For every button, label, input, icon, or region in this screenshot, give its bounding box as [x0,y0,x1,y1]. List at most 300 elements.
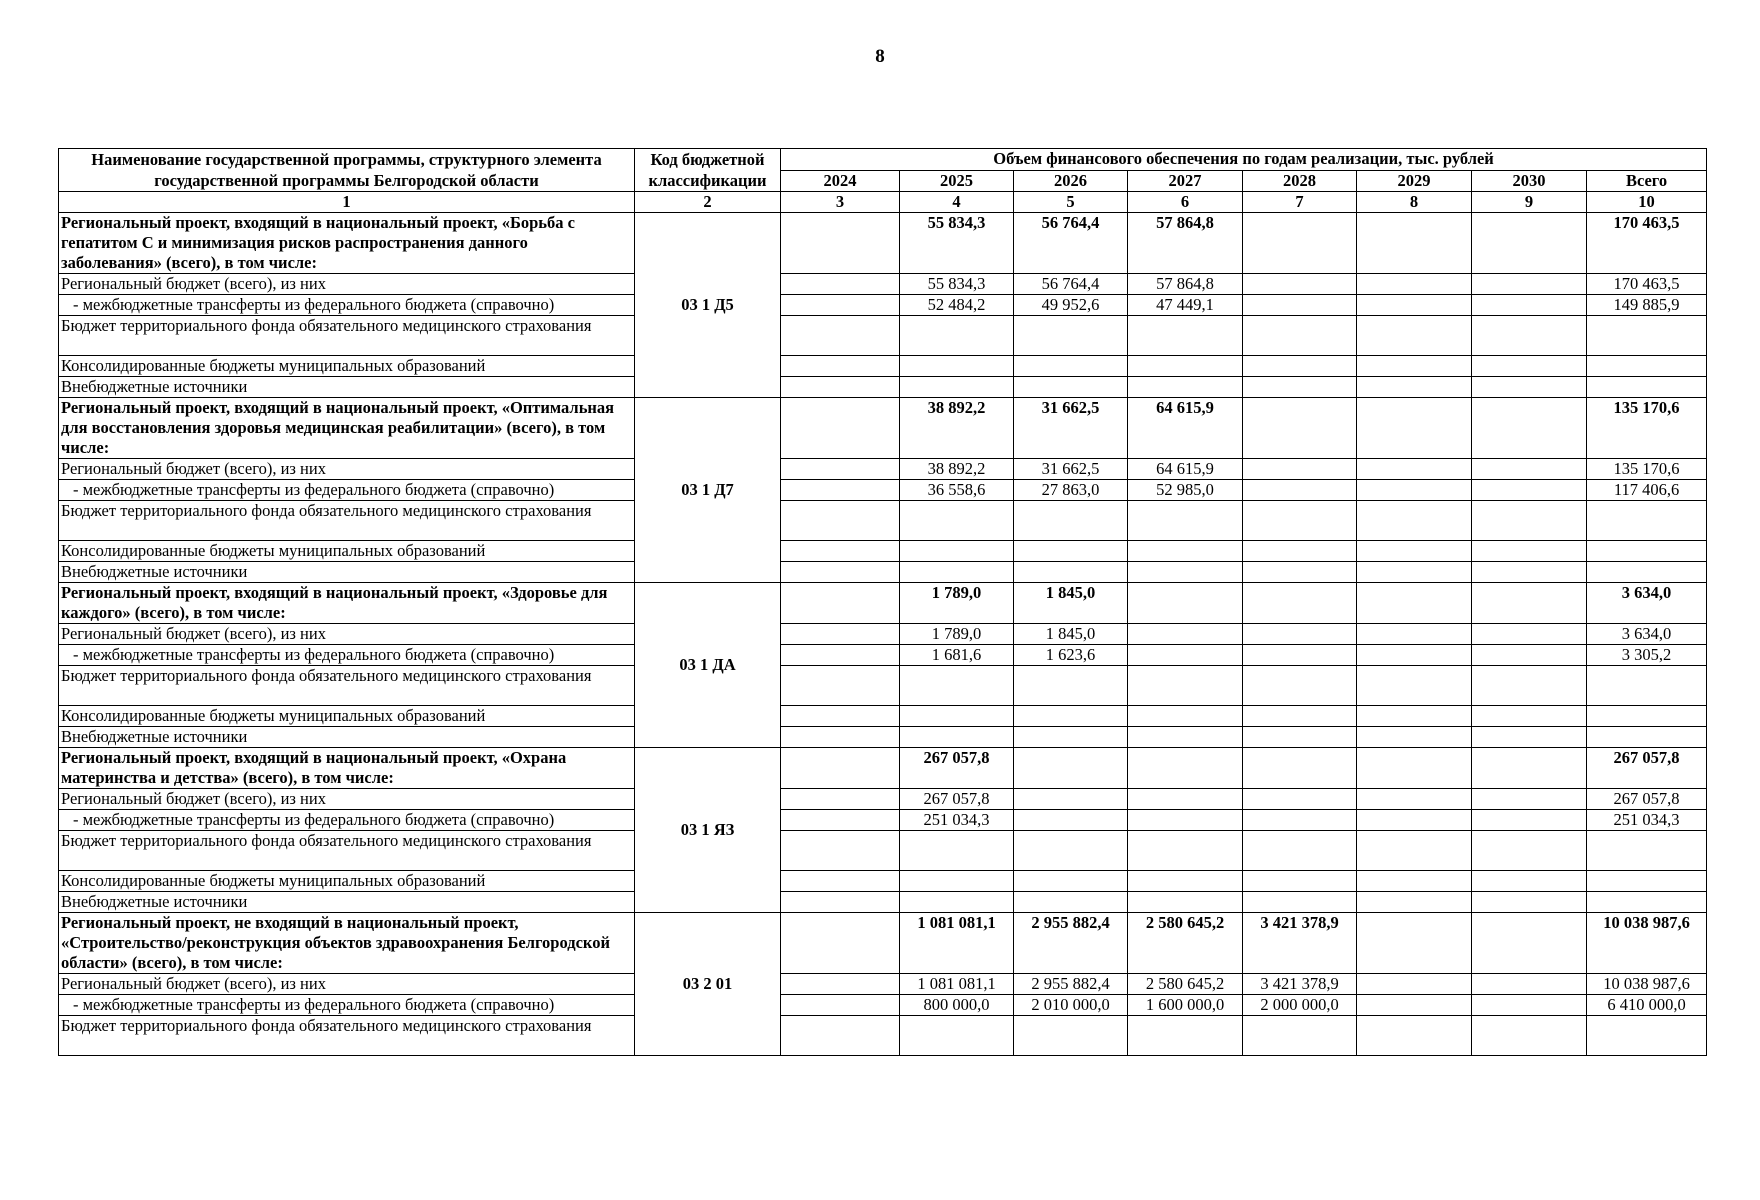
value-cell [900,666,1014,706]
value-cell [1357,501,1472,541]
value-cell [1472,892,1587,913]
value-cell [1128,624,1243,645]
value-cell [1357,831,1472,871]
value-cell [781,892,900,913]
row-label-transfers: - межбюджетные трансферты из федерального бюджета (справочно) [59,810,635,831]
project-source-row [59,666,1707,706]
col-number: 3 [781,192,900,213]
value-cell: 2 580 645,2 [1128,913,1243,974]
value-cell [1243,1016,1357,1056]
value-cell [1357,810,1472,831]
col-number: 1 [59,192,635,213]
value-cell [781,810,900,831]
value-cell [1243,459,1357,480]
value-cell [1357,995,1472,1016]
value-cell [1243,624,1357,645]
value-cell [781,706,900,727]
value-cell [781,295,900,316]
project-source-row [59,541,1707,562]
value-cell [1357,213,1472,274]
project-source-row [59,274,1707,295]
project-title: Региональный проект, входящий в национальный проект, «Оптимальная для восстановления здоровья медицинская реабилитации» (всего), в том числе: [59,398,635,459]
col-number: 9 [1472,192,1587,213]
value-cell [1357,583,1472,624]
value-cell [1243,810,1357,831]
project-title: Региональный проект, не входящий в национальный проект, «Строительство/реконструкция объектов здравоохранения Белгородской области» (всего), в том числе: [59,913,635,974]
value-cell [1243,831,1357,871]
value-cell [1587,892,1707,913]
value-cell [1014,562,1128,583]
value-cell [1587,377,1707,398]
budget-code: 03 1 ЯЗ [635,748,781,913]
project-source-row [59,831,1707,871]
value-cell [781,974,900,995]
value-cell: 36 558,6 [900,480,1014,501]
project-title-row [59,748,1707,789]
value-cell [1243,645,1357,666]
value-cell [1357,541,1472,562]
value-cell [781,913,900,974]
project-source-row [59,974,1707,995]
value-cell [1014,831,1128,871]
value-cell [1587,871,1707,892]
value-cell [1243,583,1357,624]
value-cell [1014,789,1128,810]
project-title-row [59,213,1707,274]
value-cell [1472,480,1587,501]
value-cell [1128,706,1243,727]
value-cell: 800 000,0 [900,995,1014,1016]
value-cell [1243,706,1357,727]
value-cell: 49 952,6 [1014,295,1128,316]
project-source-row [59,871,1707,892]
value-cell: 267 057,8 [900,748,1014,789]
value-cell [1128,748,1243,789]
value-cell: 52 985,0 [1128,480,1243,501]
value-cell: 2 010 000,0 [1014,995,1128,1016]
value-cell [1243,789,1357,810]
col-number: 4 [900,192,1014,213]
value-cell [781,789,900,810]
value-cell [1472,624,1587,645]
value-cell [1128,892,1243,913]
value-cell: 170 463,5 [1587,213,1707,274]
value-cell [1472,871,1587,892]
project-source-row [59,480,1707,501]
row-label-regional: Региональный бюджет (всего), из них [59,274,635,295]
value-cell [781,645,900,666]
value-cell [1357,666,1472,706]
value-cell [1128,562,1243,583]
value-cell [1472,316,1587,356]
value-cell [781,727,900,748]
value-cell: 57 864,8 [1128,213,1243,274]
header-total: Всего [1587,170,1707,192]
value-cell [1357,295,1472,316]
col-number: 5 [1014,192,1128,213]
value-cell [900,727,1014,748]
value-cell: 3 421 378,9 [1243,974,1357,995]
table-body [59,213,1707,1056]
row-label-offbudget: Внебюджетные источники [59,892,635,913]
value-cell: 56 764,4 [1014,274,1128,295]
row-label-municipal: Консолидированные бюджеты муниципальных образований [59,356,635,377]
value-cell [1243,727,1357,748]
value-cell [1587,541,1707,562]
value-cell: 1 845,0 [1014,624,1128,645]
value-cell [1128,377,1243,398]
value-cell [781,541,900,562]
value-cell [1014,706,1128,727]
project-source-row [59,892,1707,913]
value-cell [781,356,900,377]
value-cell [1587,727,1707,748]
value-cell [1472,810,1587,831]
row-label-offbudget: Внебюджетные источники [59,377,635,398]
value-cell [900,1016,1014,1056]
value-cell: 135 170,6 [1587,398,1707,459]
value-cell [1587,316,1707,356]
project-source-row [59,316,1707,356]
project-source-row [59,377,1707,398]
value-cell [781,1016,900,1056]
header-year: 2030 [1472,170,1587,192]
value-cell [781,666,900,706]
value-cell [1472,831,1587,871]
row-label-regional: Региональный бюджет (всего), из них [59,624,635,645]
value-cell [1128,666,1243,706]
value-cell [1472,974,1587,995]
value-cell: 31 662,5 [1014,459,1128,480]
value-cell [900,316,1014,356]
value-cell [781,562,900,583]
value-cell [781,501,900,541]
value-cell [1243,398,1357,459]
value-cell [1014,892,1128,913]
value-cell [1128,789,1243,810]
value-cell [1243,213,1357,274]
value-cell [1472,356,1587,377]
value-cell [781,871,900,892]
row-label-territorial: Бюджет территориального фонда обязательного медицинского страхования [59,666,635,706]
project-source-row [59,562,1707,583]
value-cell [1128,356,1243,377]
value-cell [781,480,900,501]
value-cell [1128,831,1243,871]
project-source-row [59,995,1707,1016]
value-cell [781,831,900,871]
value-cell [1243,480,1357,501]
value-cell [1128,871,1243,892]
project-source-row [59,706,1707,727]
value-cell [781,583,900,624]
value-cell: 55 834,3 [900,213,1014,274]
value-cell: 267 057,8 [1587,789,1707,810]
value-cell [1357,789,1472,810]
value-cell [781,624,900,645]
row-label-territorial: Бюджет территориального фонда обязательного медицинского страхования [59,501,635,541]
col-number: 2 [635,192,781,213]
value-cell: 2 000 000,0 [1243,995,1357,1016]
value-cell: 117 406,6 [1587,480,1707,501]
value-cell: 56 764,4 [1014,213,1128,274]
value-cell [1128,316,1243,356]
value-cell [1128,501,1243,541]
value-cell [1014,871,1128,892]
value-cell [1014,377,1128,398]
value-cell [1243,541,1357,562]
value-cell [1243,666,1357,706]
header-year: 2024 [781,170,900,192]
value-cell [1357,871,1472,892]
value-cell [1357,356,1472,377]
value-cell: 251 034,3 [900,810,1014,831]
value-cell: 27 863,0 [1014,480,1128,501]
row-label-territorial: Бюджет территориального фонда обязательного медицинского страхования [59,316,635,356]
value-cell: 267 057,8 [900,789,1014,810]
value-cell [1128,541,1243,562]
value-cell [1472,995,1587,1016]
value-cell: 135 170,6 [1587,459,1707,480]
value-cell: 3 634,0 [1587,583,1707,624]
value-cell [1357,974,1472,995]
value-cell [1357,645,1472,666]
budget-code: 03 1 Д5 [635,213,781,398]
project-title: Региональный проект, входящий в национальный проект, «Борьба с гепатитом С и минимизация рисков распространения данного заболевания» (всего), в том числе: [59,213,635,274]
page-number: 8 [875,46,885,67]
row-label-municipal: Консолидированные бюджеты муниципальных образований [59,871,635,892]
value-cell: 251 034,3 [1587,810,1707,831]
project-title: Региональный проект, входящий в национальный проект, «Здоровье для каждого» (всего), в том числе: [59,583,635,624]
value-cell [1472,913,1587,974]
value-cell [1014,316,1128,356]
value-cell [1243,295,1357,316]
value-cell [1357,562,1472,583]
row-label-transfers: - межбюджетные трансферты из федерального бюджета (справочно) [59,645,635,666]
value-cell [1587,706,1707,727]
value-cell [1357,913,1472,974]
value-cell [1587,831,1707,871]
value-cell [1357,316,1472,356]
value-cell: 1 681,6 [900,645,1014,666]
value-cell: 1 789,0 [900,583,1014,624]
value-cell: 64 615,9 [1128,398,1243,459]
value-cell [1357,624,1472,645]
value-cell [1472,666,1587,706]
header-year: 2028 [1243,170,1357,192]
value-cell [900,706,1014,727]
value-cell: 52 484,2 [900,295,1014,316]
value-cell [1472,727,1587,748]
row-label-transfers: - межбюджетные трансферты из федерального бюджета (справочно) [59,995,635,1016]
row-label-territorial: Бюджет территориального фонда обязательного медицинского страхования [59,1016,635,1056]
row-label-municipal: Консолидированные бюджеты муниципальных образований [59,541,635,562]
project-source-row [59,810,1707,831]
value-cell [900,831,1014,871]
value-cell [1014,1016,1128,1056]
value-cell: 55 834,3 [900,274,1014,295]
value-cell [1472,398,1587,459]
project-source-row [59,645,1707,666]
value-cell: 38 892,2 [900,398,1014,459]
project-title-row [59,583,1707,624]
value-cell: 64 615,9 [1128,459,1243,480]
value-cell [1128,727,1243,748]
header-code: Код бюджетной классификации [635,149,781,192]
value-cell: 47 449,1 [1128,295,1243,316]
value-cell [1472,295,1587,316]
value-cell [1014,356,1128,377]
value-cell [781,995,900,1016]
value-cell [1014,810,1128,831]
row-label-offbudget: Внебюджетные источники [59,727,635,748]
value-cell [1014,666,1128,706]
value-cell [1472,748,1587,789]
value-cell [1472,583,1587,624]
budget-code: 03 2 01 [635,913,781,1056]
project-title-row [59,398,1707,459]
value-cell: 267 057,8 [1587,748,1707,789]
header-year: 2026 [1014,170,1128,192]
value-cell: 1 623,6 [1014,645,1128,666]
project-source-row [59,789,1707,810]
value-cell: 10 038 987,6 [1587,913,1707,974]
project-source-row [59,1016,1707,1056]
value-cell: 2 580 645,2 [1128,974,1243,995]
value-cell [1357,748,1472,789]
value-cell [1357,377,1472,398]
value-cell [1243,356,1357,377]
project-source-row [59,459,1707,480]
header-year: 2029 [1357,170,1472,192]
row-label-regional: Региональный бюджет (всего), из них [59,789,635,810]
value-cell [1128,810,1243,831]
value-cell [900,377,1014,398]
value-cell: 10 038 987,6 [1587,974,1707,995]
row-label-territorial: Бюджет территориального фонда обязательного медицинского страхования [59,831,635,871]
header-name: Наименование государственной программы, структурного элемента государственной программы Белгородской области [59,149,635,192]
row-label-municipal: Консолидированные бюджеты муниципальных образований [59,706,635,727]
value-cell [1357,706,1472,727]
value-cell [1243,892,1357,913]
value-cell [1357,1016,1472,1056]
row-label-offbudget: Внебюджетные источники [59,562,635,583]
value-cell [1472,645,1587,666]
value-cell [1472,789,1587,810]
header-volume: Объем финансового обеспечения по годам реализации, тыс. рублей [781,149,1707,171]
value-cell [1357,892,1472,913]
value-cell [1014,727,1128,748]
col-number: 8 [1357,192,1472,213]
value-cell [1243,377,1357,398]
project-source-row [59,624,1707,645]
value-cell [1014,748,1128,789]
value-cell: 57 864,8 [1128,274,1243,295]
row-label-transfers: - межбюджетные трансферты из федерального бюджета (справочно) [59,295,635,316]
header-year: 2025 [900,170,1014,192]
col-number: 10 [1587,192,1707,213]
project-source-row [59,356,1707,377]
value-cell: 170 463,5 [1587,274,1707,295]
budget-code: 03 1 Д7 [635,398,781,583]
value-cell [1587,562,1707,583]
value-cell [1243,562,1357,583]
value-cell [900,541,1014,562]
value-cell: 1 081 081,1 [900,974,1014,995]
value-cell [1357,274,1472,295]
value-cell: 1 600 000,0 [1128,995,1243,1016]
value-cell [1357,727,1472,748]
budget-code: 03 1 ДА [635,583,781,748]
value-cell [1587,1016,1707,1056]
value-cell [781,377,900,398]
value-cell [900,871,1014,892]
value-cell [1014,501,1128,541]
value-cell [1243,501,1357,541]
value-cell [1472,213,1587,274]
value-cell [781,748,900,789]
value-cell [1587,501,1707,541]
value-cell [1357,480,1472,501]
value-cell [1243,748,1357,789]
header-year: 2027 [1128,170,1243,192]
value-cell [900,356,1014,377]
value-cell [1128,645,1243,666]
value-cell [1472,459,1587,480]
project-source-row [59,501,1707,541]
value-cell [1472,274,1587,295]
value-cell [1128,1016,1243,1056]
value-cell: 1 081 081,1 [900,913,1014,974]
value-cell [900,892,1014,913]
value-cell: 1 845,0 [1014,583,1128,624]
value-cell: 2 955 882,4 [1014,913,1128,974]
value-cell [1587,666,1707,706]
value-cell: 1 789,0 [900,624,1014,645]
value-cell [1472,377,1587,398]
value-cell: 3 305,2 [1587,645,1707,666]
col-number: 7 [1243,192,1357,213]
value-cell [1472,562,1587,583]
value-cell: 3 634,0 [1587,624,1707,645]
value-cell [781,459,900,480]
value-cell [900,501,1014,541]
value-cell: 149 885,9 [1587,295,1707,316]
value-cell [781,274,900,295]
row-label-transfers: - межбюджетные трансферты из федерального бюджета (справочно) [59,480,635,501]
value-cell [1472,541,1587,562]
row-label-regional: Региональный бюджет (всего), из них [59,974,635,995]
value-cell [1357,398,1472,459]
value-cell [781,213,900,274]
value-cell [781,398,900,459]
col-number: 6 [1128,192,1243,213]
value-cell: 3 421 378,9 [1243,913,1357,974]
project-source-row [59,295,1707,316]
value-cell [1472,501,1587,541]
value-cell [781,316,900,356]
value-cell: 31 662,5 [1014,398,1128,459]
value-cell: 6 410 000,0 [1587,995,1707,1016]
project-title: Региональный проект, входящий в национальный проект, «Охрана материнства и детства» (всего), в том числе: [59,748,635,789]
value-cell [1472,1016,1587,1056]
value-cell [1243,274,1357,295]
value-cell [1357,459,1472,480]
value-cell [1014,541,1128,562]
value-cell [900,562,1014,583]
value-cell: 2 955 882,4 [1014,974,1128,995]
value-cell: 38 892,2 [900,459,1014,480]
